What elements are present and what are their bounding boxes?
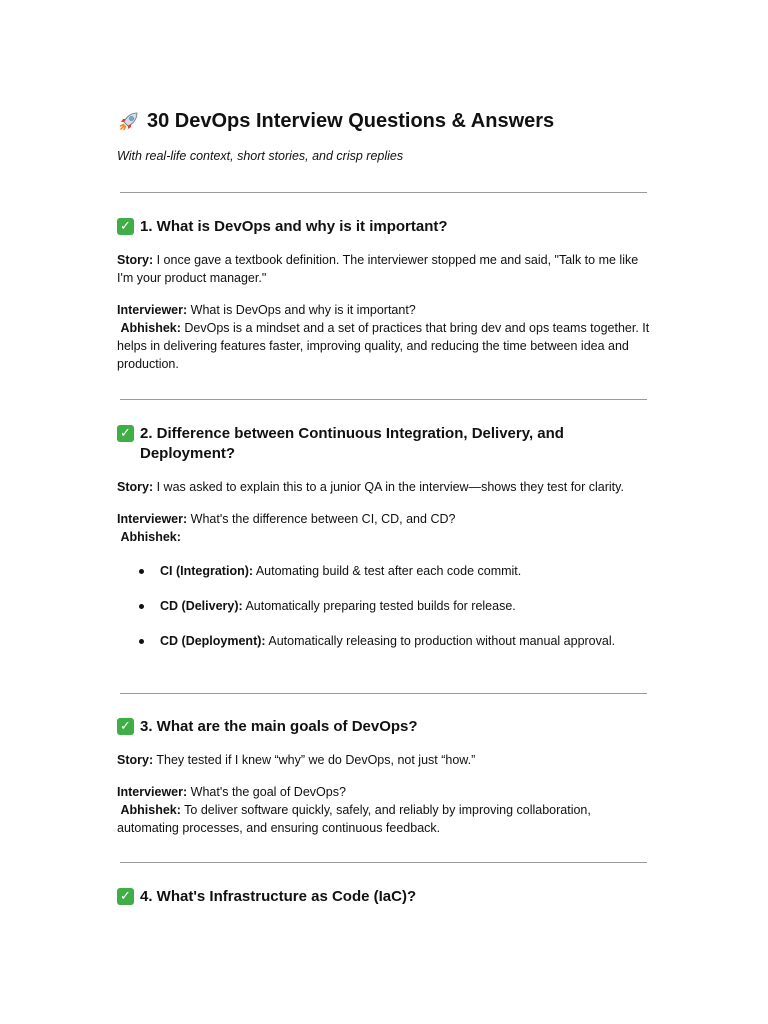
list-item (117, 597, 652, 615)
question-3-story (117, 751, 652, 769)
story-label: Story: (117, 253, 154, 267)
list-item (117, 562, 652, 580)
story-text: I was asked to explain this to a junior QA in the interview—shows they test for clarity. (156, 480, 624, 494)
answer-text: DevOps is a mindset and a set of practices that bring dev and ops teams together. It helps in delivering features faster, improving quality, and reducing the time between idea and production. (117, 321, 650, 371)
section-divider (120, 862, 647, 863)
question-2-title: 2. Difference between Continuous Integration, Delivery, and Deployment? (140, 425, 564, 462)
section-divider (120, 192, 647, 193)
question-3-interviewer (117, 783, 652, 801)
section-divider (120, 693, 647, 694)
bullet-dot (139, 604, 144, 609)
story-text: I once gave a textbook definition. The interviewer stopped me and said, "Talk to me like I'm your product manager." (117, 253, 639, 285)
bullet-text: Automatically releasing to production without manual approval. (268, 634, 616, 648)
question-4-title: 4. What's Infrastructure as Code (IaC)? (140, 888, 417, 905)
doc-title-text: 30 DevOps Interview Questions & Answers (147, 110, 555, 132)
question-3-heading (117, 717, 652, 737)
interviewer-label: Interviewer: (117, 785, 188, 799)
rocket-icon (117, 109, 141, 133)
question-2-story (117, 478, 652, 496)
question-4-heading (117, 887, 652, 907)
bullet-text: Automating build & test after each code commit. (255, 564, 522, 578)
story-label: Story: (117, 753, 154, 767)
interviewer-label: Interviewer: (117, 512, 188, 526)
bullet-term: CI (Integration): (160, 564, 254, 578)
bullet-text: Automatically preparing tested builds for release. (245, 599, 516, 613)
question-1-heading (117, 217, 652, 237)
question-2-answerer (117, 528, 652, 546)
question-2-heading (117, 424, 652, 464)
interviewer-label: Interviewer: (117, 303, 188, 317)
interviewer-text: What's the goal of DevOps? (190, 785, 346, 799)
doc-subtitle: With real-life context, short stories, and crisp replies (117, 149, 404, 163)
question-1-answer (117, 319, 652, 373)
answer-text: To deliver software quickly, safely, and reliably by improving collaboration, automating processes, and ensuring continuous feedback. (117, 803, 591, 835)
question-3-answer (117, 801, 652, 837)
answerer-label: Abhishek: (120, 803, 181, 817)
list-item (117, 632, 652, 650)
question-2-interviewer (117, 510, 652, 528)
check-mark-icon: ✓ (117, 888, 134, 905)
check-mark-icon: ✓ (117, 718, 134, 735)
bullet-dot (139, 639, 144, 644)
answerer-label: Abhishek: (120, 530, 181, 544)
bullet-term: CD (Delivery): (160, 599, 243, 613)
interviewer-text: What is DevOps and why is it important? (190, 303, 416, 317)
answerer-label: Abhishek: (120, 321, 181, 335)
question-3-title: 3. What are the main goals of DevOps? (140, 718, 418, 735)
bullet-term: CD (Deployment): (160, 634, 266, 648)
section-divider (120, 399, 647, 400)
check-mark-icon: ✓ (117, 425, 134, 442)
interviewer-text: What's the difference between CI, CD, and CD? (190, 512, 456, 526)
question-1-story (117, 251, 652, 287)
story-text: They tested if I knew “why” we do DevOps, not just “how.” (156, 753, 476, 767)
question-2-bullet-list (117, 562, 652, 650)
question-1-interviewer (117, 301, 652, 319)
question-1-title: 1. What is DevOps and why is it important? (140, 218, 448, 235)
bullet-dot (139, 569, 144, 574)
check-mark-icon: ✓ (117, 218, 134, 235)
story-label: Story: (117, 480, 154, 494)
document-content (117, 108, 652, 907)
doc-title (117, 108, 652, 134)
